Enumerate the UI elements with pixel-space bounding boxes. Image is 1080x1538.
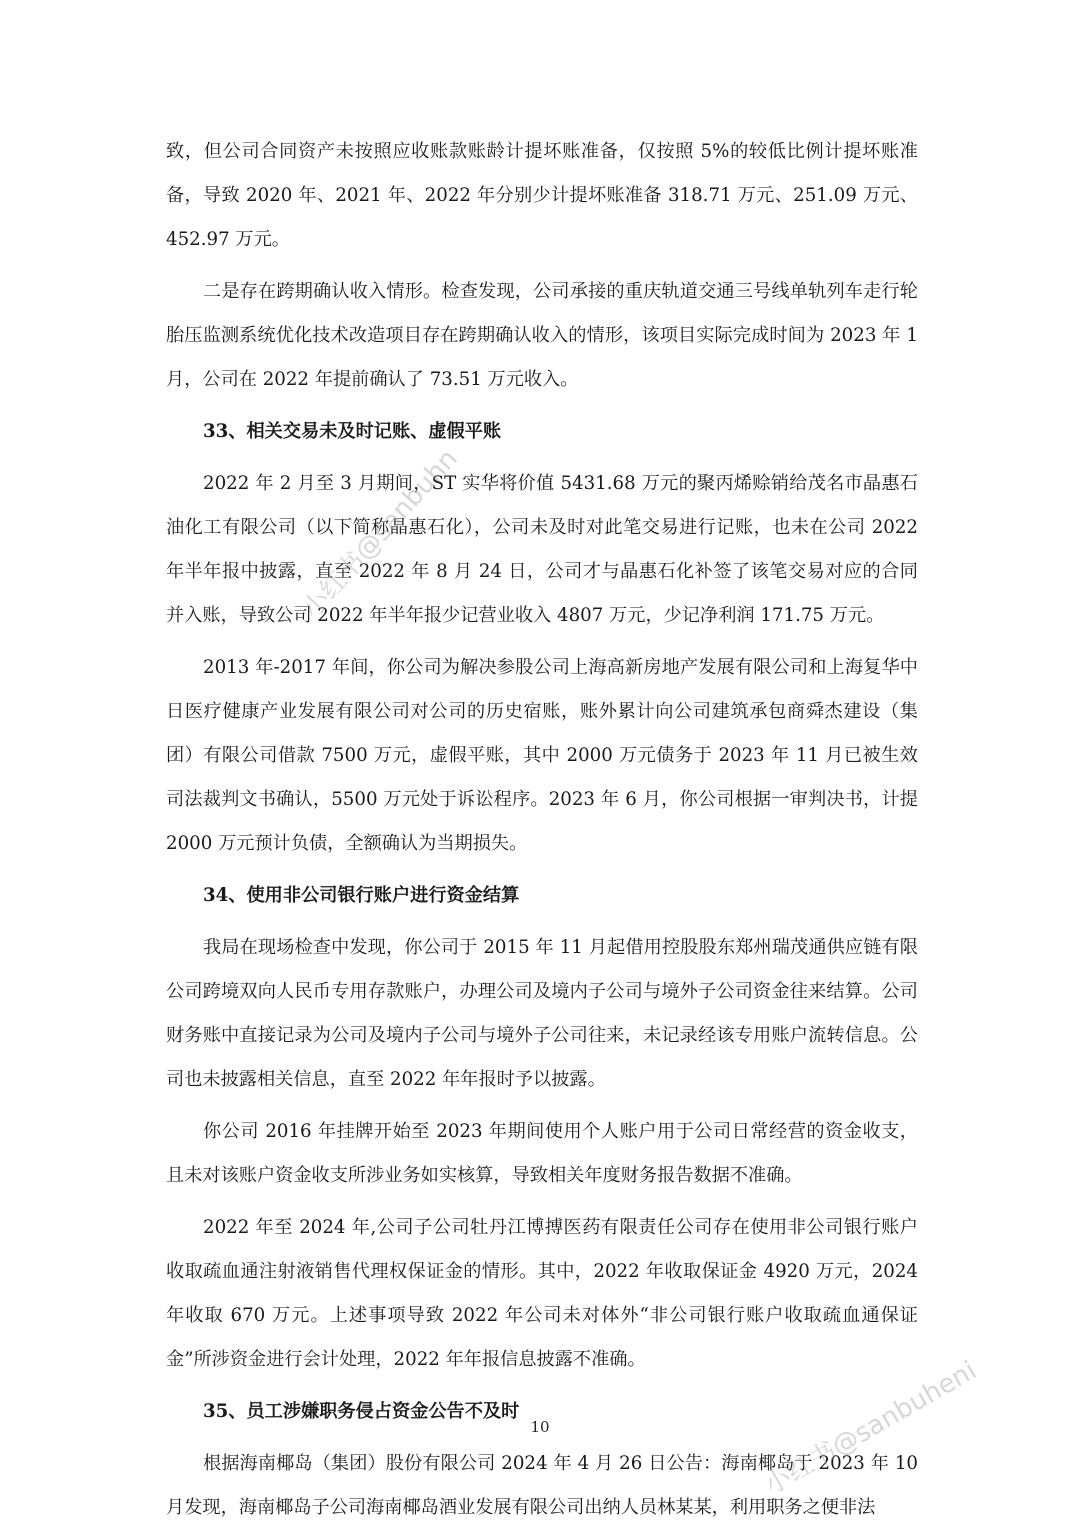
watermark: 小红书@sanbuheni [759,1355,982,1502]
section-heading-34: 34、使用非公司银行账户进行资金结算 [203,885,520,906]
paragraph-hainan-yedao: 根据海南椰岛（集团）股份有限公司 2024 年 4 月 26 日公告：海南椰岛于 2023 年 10 月发现，海南椰岛子公司海南椰岛酒业发展有限公司出纳人员林某某，利用职务之便非法 [166,1453,918,1518]
paragraph-borrowed-account: 我局在现场检查中发现，你公司于 2015 年 11 月起借用控股股东郑州瑞茂通供应链有限公司跨境双向人民币专用存款账户，办理公司及境内子公司与境外子公司资金往来结算。公司财务账中直接记录为公司及境内子公司与境外子公司往来，未记录经该专用账户流转信息。公司也未披露相关信息，直至 2022 年年报时予以披露。 [166,937,918,1090]
section-heading-35: 35、员工涉嫌职务侵占资金公告不及时 [203,1401,520,1422]
paragraph-fake-balance: 2013 年-2017 年间，你公司为解决参股公司上海高新房地产发展有限公司和上海复华中日医疗健康产业发展有限公司对公司的历史宿账，账外累计向公司建筑承包商舜杰建设（集团）有限公司借款 7500 万元，虚假平账，其中 2000 万元债务于 2023 年 11 月已被生效司法裁判文书确认，5500 万元处于诉讼程序。2023 年 6 月，你公司根据一审判决书，计提 2000 万元预计负债，全额确认为当期损失。 [166,657,918,854]
watermark: 小红书@sanbuhn [296,443,464,625]
paragraph-deposit-collection: 2022 年至 2024 年,公司子公司牡丹江博搏医药有限责任公司存在使用非公司银行账户收取疏血通注射液销售代理权保证金的情形。其中，2022 年收取保证金 4920 万元，2024 年收取 670 万元。上述事项导致 2022 年公司未对体外“非公司银行账户收取疏血通保证金”所涉资金进行会计处理，2022 年年报信息披露不准确。 [166,1217,918,1370]
document-body [166,130,918,1538]
paragraph-continued: 致，但公司合同资产未按照应收账款账龄计提坏账准备，仅按照 5%的较低比例计提坏账准备，导致 2020 年、2021 年、2022 年分别少计提坏账准备 318.71 万元、251.09 万元、452.97 万元。 [166,141,918,250]
section-heading-33: 33、相关交易未及时记账、虚假平账 [203,421,502,442]
paragraph-personal-account: 你公司 2016 年挂牌开始至 2023 年期间使用个人账户用于公司日常经营的资金收支，且未对该账户资金收支所涉业务如实核算，导致相关年度财务报告数据不准确。 [166,1121,918,1186]
paragraph-cross-period-revenue: 二是存在跨期确认收入情形。检查发现，公司承接的重庆轨道交通三号线单轨列车走行轮胎压监测系统优化技术改造项目存在跨期确认收入的情形，该项目实际完成时间为 2023 年 1 月，公司在 2022 年提前确认了 73.51 万元收入。 [166,281,918,390]
paragraph-st-shihua: 2022 年 2 月至 3 月期间，ST 实华将价值 5431.68 万元的聚丙烯赊销给茂名市晶惠石油化工有限公司（以下简称晶惠石化），公司未及时对此笔交易进行记账，也未在公司 2022 年半年报中披露，直至 2022 年 8 月 24 日，公司才与晶惠石化补签了该笔交易对应的合同并入账，导致公司 2022 年半年报少记营业收入 4807 万元，少记净利润 171.75 万元。 [166,473,918,626]
page-number: 10 [530,1418,550,1436]
